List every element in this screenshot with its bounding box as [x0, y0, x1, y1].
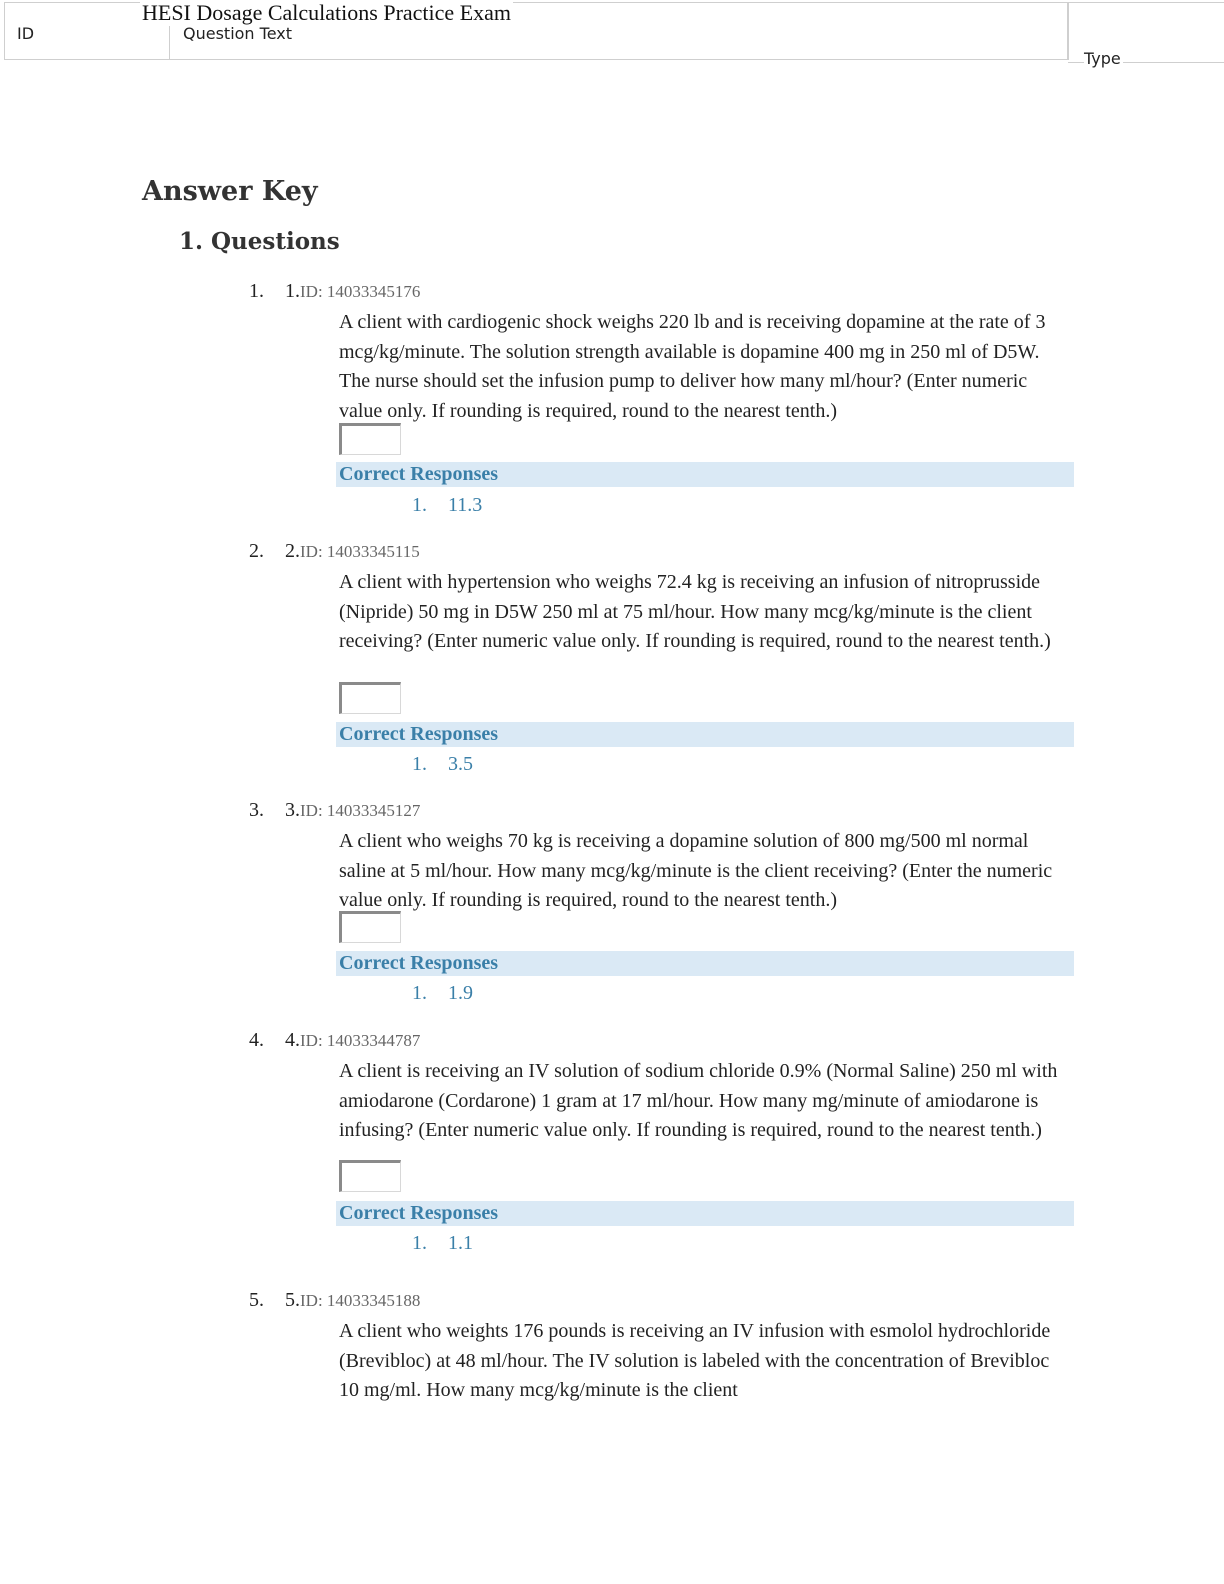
response-number: 1.	[412, 1232, 427, 1254]
question-id-label	[285, 799, 420, 822]
correct-responses-label: Correct Responses	[339, 952, 499, 974]
question-label-number: 1.	[285, 280, 300, 302]
correct-responses-label: Correct Responses	[339, 723, 499, 745]
answer-input[interactable]	[339, 1160, 401, 1192]
question-item	[0, 280, 1224, 540]
question-text: A client who weighs 70 kg is receiving a dopamine solution of 800 mg/500 ml normal saline at 5 ml/hour. How many mcg/kg/minute is the client receiving? (Enter the numeric value only. If rounding is required, round to the nearest tenth.)	[339, 830, 1053, 911]
question-list-number: 5.	[249, 1289, 264, 1311]
question-id-label	[285, 1029, 420, 1052]
question-id: ID: 14033345127	[300, 801, 421, 820]
correct-responses-bar	[336, 951, 1074, 976]
question-id-label	[285, 280, 420, 303]
correct-responses-label: Correct Responses	[339, 1202, 499, 1224]
question-item	[0, 799, 1224, 1029]
question-text: A client with cardiogenic shock weighs 220 lb and is receiving dopamine at the rate of 3 mcg/kg/minute. The solution strength available is dopamine 400 mg in 250 ml of D5W. The nurse should set the infusion pump to deliver how many ml/hour? (Enter numeric value only. If rounding is required, round to the nearest tenth.)	[339, 311, 1046, 422]
question-list-number: 3.	[249, 799, 264, 821]
correct-responses-label: Correct Responses	[339, 463, 499, 485]
question-item	[0, 1289, 1224, 1409]
column-header-type: Type	[1084, 49, 1121, 68]
question-item	[0, 1029, 1224, 1289]
header-right-divider	[1068, 2, 1069, 60]
answer-input[interactable]	[339, 423, 401, 455]
question-list-number: 1.	[249, 280, 264, 302]
document-title: HESI Dosage Calculations Practice Exam	[142, 0, 512, 25]
question-label-number: 2.	[285, 540, 300, 562]
question-id: ID: 14033345115	[300, 542, 420, 561]
column-header-question-text: Question Text	[183, 24, 293, 43]
question-id: ID: 14033345176	[300, 282, 421, 301]
question-text: A client is receiving an IV solution of sodium chloride 0.9% (Normal Saline) 250 ml with amiodarone (Cordarone) 1 gram at 17 ml/hour. How many mg/minute of amiodarone is infusing? (Enter numeric value only. If rounding is required, round to the nearest tenth.)	[339, 1060, 1058, 1141]
question-label-number: 4.	[285, 1029, 300, 1051]
question-label-number: 5.	[285, 1289, 300, 1311]
question-id-label	[285, 1289, 420, 1312]
correct-responses-bar	[336, 1201, 1074, 1226]
response-value: 1.1	[448, 1232, 473, 1254]
question-list-number: 4.	[249, 1029, 264, 1051]
question-id-label	[285, 540, 420, 563]
correct-responses-bar	[336, 462, 1074, 487]
response-number: 1.	[412, 494, 427, 516]
response-value: 11.3	[448, 494, 483, 516]
column-header-id: ID	[17, 24, 35, 43]
question-text: A client with hypertension who weighs 72.4 kg is receiving an infusion of nitroprusside (Nipride) 50 mg in D5W 250 ml at 75 ml/hour. How many mcg/kg/minute is the client receiving? (Enter numeric value only. If rounding is required, round to the nearest tenth.)	[339, 571, 1051, 652]
response-number: 1.	[412, 982, 427, 1004]
question-id: ID: 14033345188	[300, 1291, 421, 1310]
question-label-number: 3.	[285, 799, 300, 821]
answer-input[interactable]	[339, 682, 401, 714]
response-value: 1.9	[448, 982, 473, 1004]
question-id: ID: 14033344787	[300, 1031, 421, 1050]
question-list	[0, 280, 1224, 1409]
response-value: 3.5	[448, 753, 473, 775]
header-top-right-line	[1068, 2, 1224, 3]
question-list-number: 2.	[249, 540, 264, 562]
answer-input[interactable]	[339, 911, 401, 943]
correct-responses-bar	[336, 722, 1074, 747]
questions-section-heading: 1. Questions	[179, 228, 340, 255]
question-item	[0, 540, 1224, 799]
answer-key-heading: Answer Key	[142, 176, 318, 207]
response-number: 1.	[412, 753, 427, 775]
question-text: A client who weights 176 pounds is receiving an IV infusion with esmolol hydrochloride (Brevibloc) at 48 ml/hour. The IV solution is labeled with the concentration of Brevibloc 10 mg/ml. How many mcg/kg/minute is the client	[339, 1320, 1051, 1401]
